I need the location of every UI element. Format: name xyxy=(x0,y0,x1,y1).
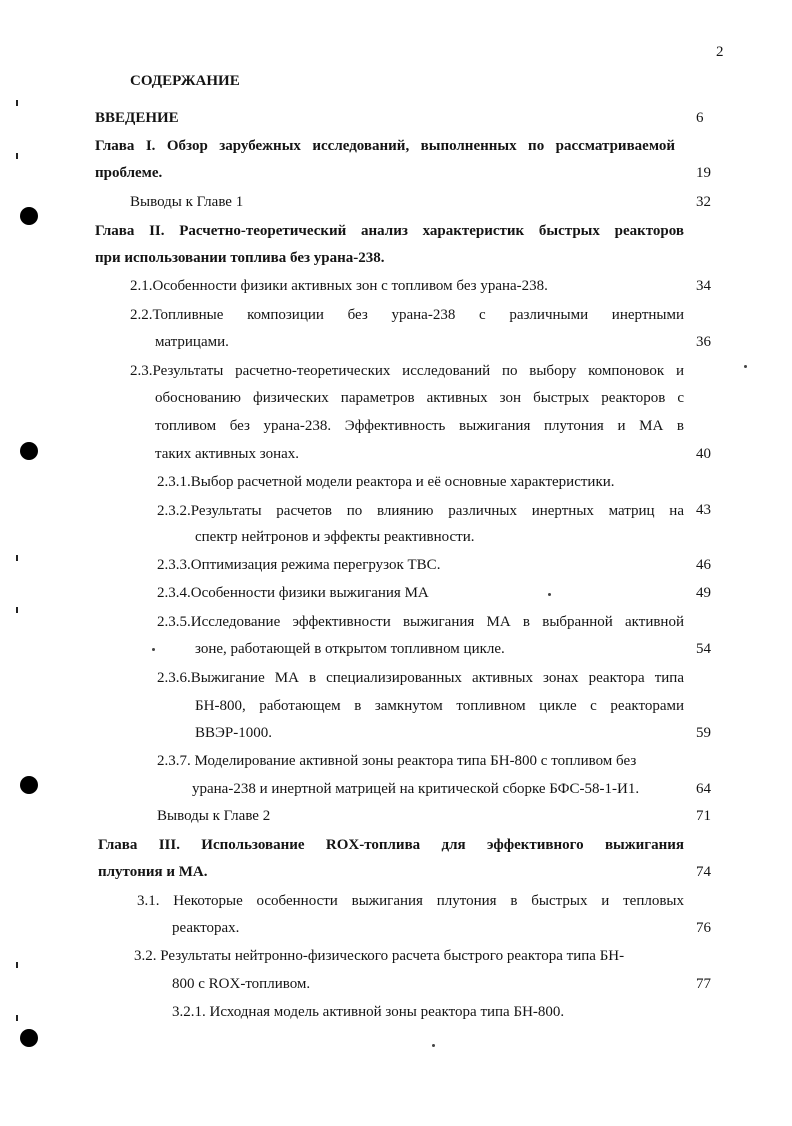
toc-page-number: 32 xyxy=(696,194,711,210)
scan-speck xyxy=(548,593,551,596)
toc-entry-title: 2.2.Топливные композиции без урана-238 с различными инертными xyxy=(130,307,684,323)
toc-page-number: 71 xyxy=(696,808,711,824)
toc-page-number: 49 xyxy=(696,585,711,601)
toc-entry-title: 3.2. Результаты нейтронно-физического расчета быстрого реактора типа БН- xyxy=(134,948,625,964)
toc-page-number: 74 xyxy=(696,864,711,880)
scan-mark xyxy=(16,962,18,968)
toc-page-number: 46 xyxy=(696,557,711,573)
toc-entry-title: урана-238 и инертной матрицей на критической сборке БФС-58-1-И1. xyxy=(192,781,640,797)
toc-page-number: 40 xyxy=(696,446,711,462)
scan-speck xyxy=(152,648,155,651)
binder-hole xyxy=(20,776,38,794)
toc-entry-title: ВВЭР-1000. xyxy=(195,725,272,741)
scan-mark xyxy=(16,1015,18,1021)
toc-page-number: 34 xyxy=(696,278,711,294)
toc-entry-title: 3.1. Некоторые особенности выжигания плутония в быстрых и тепловых xyxy=(137,893,684,909)
scan-mark xyxy=(16,153,18,159)
toc-entry-title: 2.3.4.Особенности физики выжигания МА xyxy=(157,585,429,601)
scan-mark xyxy=(16,607,18,613)
toc-entry-title: 2.3.3.Оптимизация режима перегрузок ТВС. xyxy=(157,557,441,573)
toc-entry-title: 2.3.Результаты расчетно-теоретических исследований по выбору компоновок и xyxy=(130,363,684,379)
toc-page-number: 76 xyxy=(696,920,711,936)
page-title: СОДЕРЖАНИЕ xyxy=(130,73,240,89)
toc-entry-title: 2.1.Особенности физики активных зон с топливом без урана-238. xyxy=(130,278,548,294)
toc-entry-title: обоснованию физических параметров активных зон быстрых реакторов с xyxy=(155,390,684,406)
toc-page-number: 6 xyxy=(696,110,704,126)
toc-entry-title: реакторах. xyxy=(172,920,240,936)
toc-entry-title: 2.3.1.Выбор расчетной модели реактора и её основные характеристики. xyxy=(157,474,615,490)
toc-entry-title: при использовании топлива без урана-238. xyxy=(95,250,385,266)
toc-entry-title: топливом без урана-238. Эффективность выжигания плутония и МА в xyxy=(155,418,684,434)
binder-hole xyxy=(20,442,38,460)
toc-entry-title: 2.3.2.Результаты расчетов по влиянию различных инертных матриц на xyxy=(157,503,684,519)
toc-page-number: 36 xyxy=(696,334,711,350)
toc-page-number: 59 xyxy=(696,725,711,741)
toc-page-number: 19 xyxy=(696,165,711,181)
toc-entry-title: Глава III. Использование ROX-топлива для эффективного выжигания xyxy=(98,837,684,853)
toc-page-number: 54 xyxy=(696,641,711,657)
toc-entry-title: зоне, работающей в открытом топливном цикле. xyxy=(195,641,505,657)
toc-entry-title: спектр нейтронов и эффекты реактивности. xyxy=(195,529,475,545)
toc-page-number: 43 xyxy=(696,502,711,518)
scan-mark xyxy=(16,555,18,561)
toc-entry-title: таких активных зонах. xyxy=(155,446,300,462)
toc-entry-title: плутония и МА. xyxy=(98,864,208,880)
toc-entry-title: Выводы к Главе 2 xyxy=(157,808,271,824)
toc-entry-title: Выводы к Главе 1 xyxy=(130,194,244,210)
toc-entry-title: 2.3.5.Исследование эффективности выжигания МА в выбранной активной xyxy=(157,614,684,630)
toc-page-number: 77 xyxy=(696,976,711,992)
toc-entry-title: 2.3.6.Выжигание МА в специализированных активных зонах реактора типа xyxy=(157,670,684,686)
toc-entry-title: 2.3.7. Моделирование активной зоны реактора типа БН-800 с топливом без xyxy=(157,753,637,769)
page-number: 2 xyxy=(716,44,724,60)
scan-speck xyxy=(744,365,747,368)
toc-page-number: 64 xyxy=(696,781,711,797)
scan-speck xyxy=(432,1044,435,1047)
toc-entry-title: ВВЕДЕНИЕ xyxy=(95,110,179,126)
binder-hole xyxy=(20,1029,38,1047)
toc-entry-title: 3.2.1. Исходная модель активной зоны реактора типа БН-800. xyxy=(172,1004,565,1020)
toc-entry-title: БН-800, работающем в замкнутом топливном цикле с реакторами xyxy=(195,698,684,714)
toc-entry-title: Глава I. Обзор зарубежных исследований, выполненных по рассматриваемой xyxy=(95,138,675,154)
binder-hole xyxy=(20,207,38,225)
toc-entry-title: проблеме. xyxy=(95,165,163,181)
toc-entry-title: матрицами. xyxy=(155,334,229,350)
scan-mark xyxy=(16,100,18,106)
toc-entry-title: Глава II. Расчетно-теоретический анализ характеристик быстрых реакторов xyxy=(95,223,684,239)
toc-entry-title: 800 с ROX-топливом. xyxy=(172,976,311,992)
